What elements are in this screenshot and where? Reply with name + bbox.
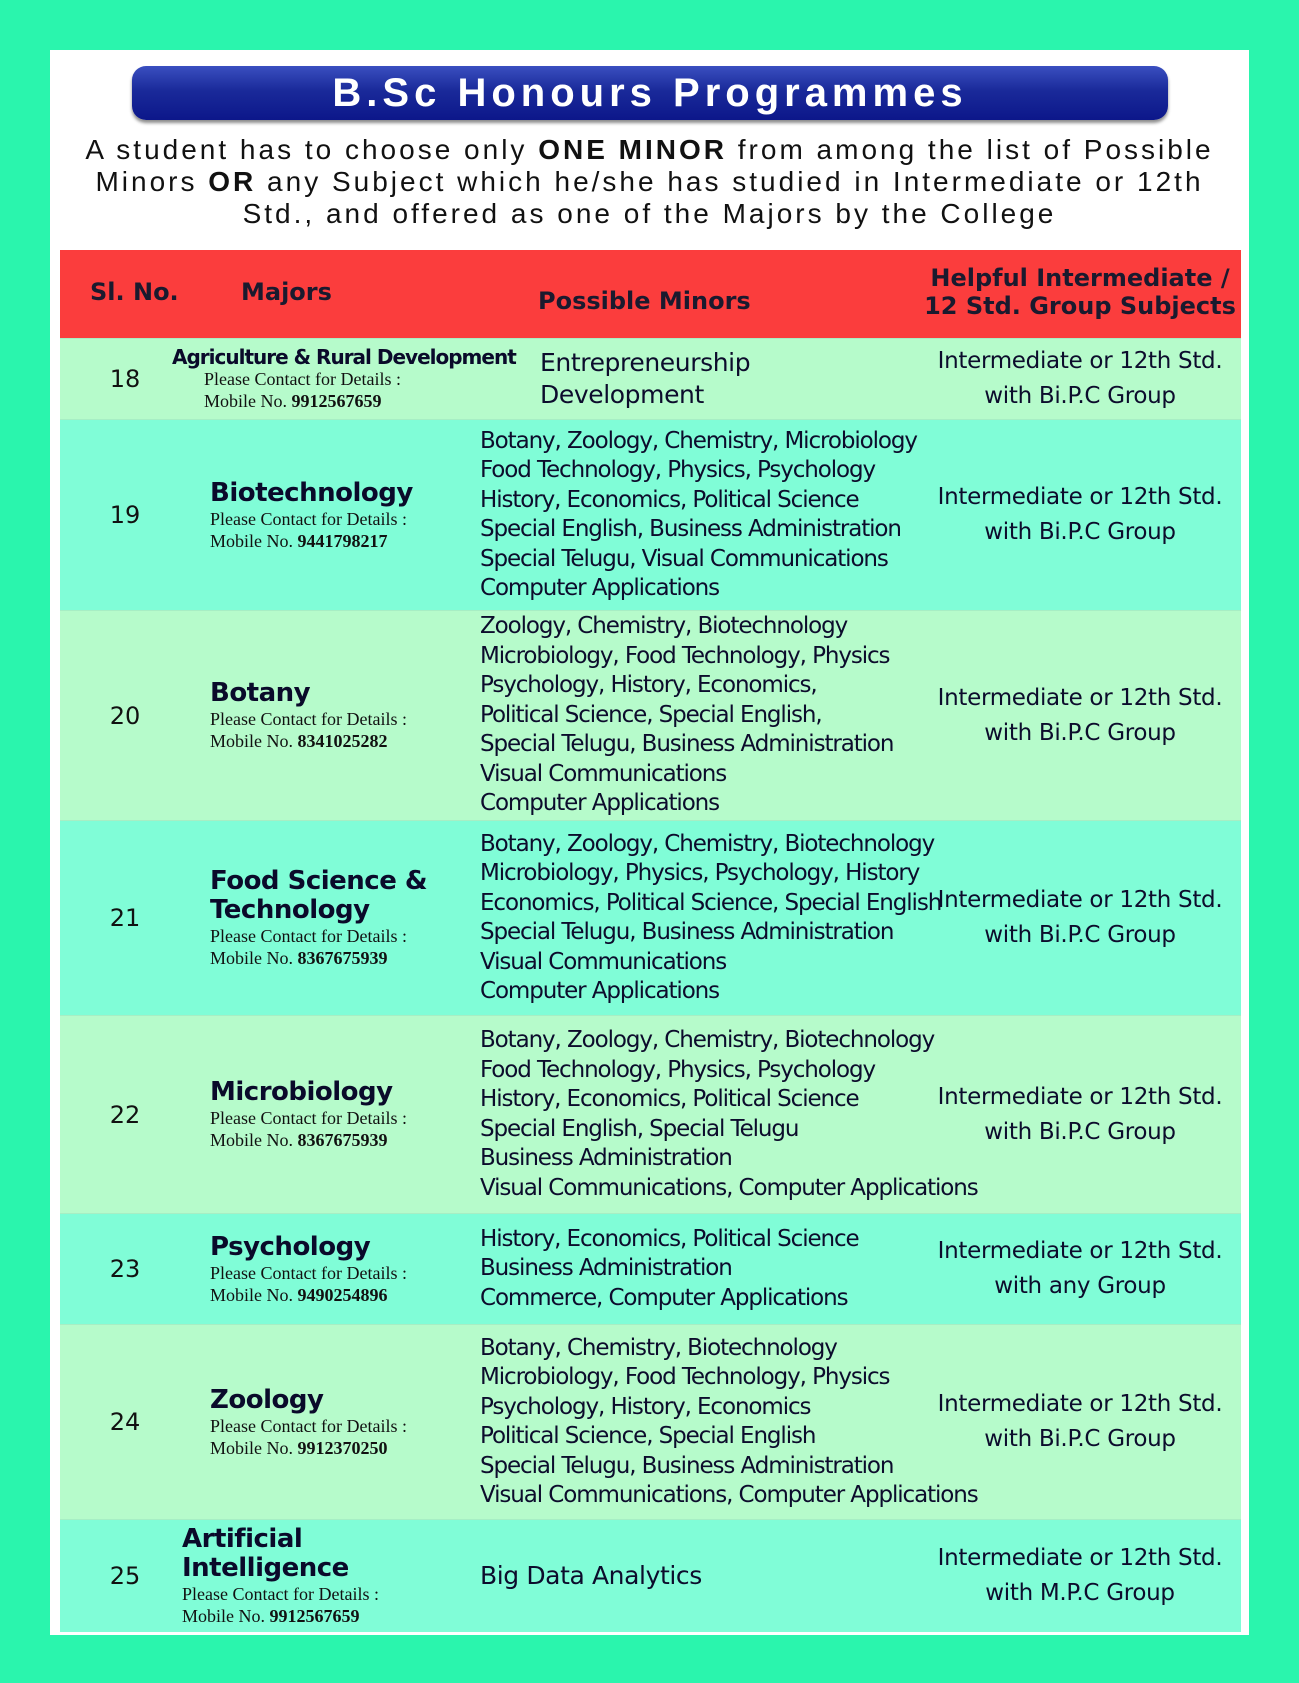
helpful-line: Intermediate or 12th Std. [937, 1238, 1223, 1264]
contact-label: Please Contact for Details : [210, 508, 407, 529]
table-row [60, 820, 1241, 1015]
serial-number: 18 [109, 365, 141, 393]
major-cell [172, 339, 516, 419]
helpful-subjects-cell [920, 1214, 1240, 1324]
serial-number: 19 [109, 501, 141, 529]
table-row [60, 1015, 1241, 1213]
helpful-line: with M.P.C Group [985, 1580, 1175, 1606]
major-name: Zoology [210, 1384, 324, 1415]
table-body [60, 338, 1241, 1632]
major-cell [210, 1214, 407, 1324]
major-name: Agriculture & Rural Development [172, 345, 516, 369]
possible-minors-cell [480, 1214, 930, 1324]
minor-line: Political Science, Special English, [480, 701, 822, 728]
major-name: Artificial Intelligence [182, 1524, 349, 1583]
helpful-line: Intermediate or 12th Std. [937, 1391, 1223, 1417]
minor-line: Special Telugu, Business Administration [480, 1452, 894, 1479]
mobile-number: Mobile No. 8367675939 [210, 1130, 388, 1150]
helpful-subjects-cell [920, 1520, 1240, 1632]
programmes-table [60, 250, 1241, 1632]
major-name: Botany [210, 678, 311, 708]
minor-line: Commerce, Computer Applications [480, 1284, 848, 1311]
mobile-number: Mobile No. 8367675939 [210, 948, 388, 968]
table-row [60, 1324, 1241, 1519]
minor-line: History, Economics, Political Science [480, 1225, 859, 1252]
minor-line: Psychology, History, Economics [480, 1393, 811, 1420]
contact-label: Please Contact for Details : [210, 709, 407, 729]
major-cell [210, 611, 407, 820]
helpful-line: Intermediate or 12th Std. [937, 684, 1223, 711]
minor-line: Special Telugu, Business Administration [480, 919, 894, 945]
table-header [60, 250, 1241, 338]
possible-minors-cell [480, 1016, 978, 1213]
table-row [60, 338, 1241, 419]
major-name: Psychology [210, 1231, 371, 1262]
contact-label: Please Contact for Details : [210, 1415, 407, 1436]
helpful-line: Intermediate or 12th Std. [937, 484, 1223, 510]
contact-label: Please Contact for Details : [210, 1108, 407, 1128]
possible-minors-cell [480, 420, 930, 610]
minor-line: Computer Applications [480, 978, 720, 1004]
serial-number: 23 [109, 1255, 141, 1283]
minor-line: Entrepreneurship [540, 348, 751, 377]
major-cell [210, 420, 413, 610]
minor-line: Development [540, 380, 704, 409]
major-cell [210, 1325, 407, 1519]
contact-label: Please Contact for Details : [210, 1262, 407, 1283]
minor-line: Economics, Political Science, Special English [480, 889, 942, 916]
major-name: Biotechnology [210, 477, 413, 508]
helpful-line: with Bi.P.C Group [984, 383, 1176, 409]
header-majors: Majors [241, 278, 332, 306]
helpful-subjects-cell [920, 821, 1240, 1015]
minor-line: Business Administration [480, 1255, 732, 1282]
contact-label: Please Contact for Details : [210, 926, 407, 946]
helpful-subjects-cell [920, 611, 1240, 820]
helpful-line: with Bi.P.C Group [984, 719, 1176, 746]
table-row [60, 1519, 1241, 1632]
minor-line: Political Science, Special English [480, 1423, 816, 1449]
minor-line: History, Economics, Political Science [480, 486, 859, 513]
helpful-line: Intermediate or 12th Std. [937, 348, 1223, 374]
content-panel [50, 50, 1249, 1635]
contact-label: Please Contact for Details : [182, 1584, 379, 1604]
minor-line: Special Telugu, Visual Communications [480, 545, 888, 572]
helpful-line: with Bi.P.C Group [984, 1426, 1176, 1452]
minor-line: Food Technology, Physics, Psychology [480, 457, 876, 483]
minor-line: Special English, Business Administration [480, 516, 901, 542]
helpful-line: with Bi.P.C Group [984, 519, 1176, 545]
serial-number: 21 [109, 904, 141, 932]
mobile-number: Mobile No. 9912567659 [204, 391, 382, 411]
minor-line: Visual Communications [480, 948, 727, 975]
possible-minors-cell [480, 1325, 978, 1519]
helpful-line: with any Group [994, 1273, 1166, 1299]
minor-line: Visual Communications [480, 760, 727, 787]
minor-line: Botany, Zoology, Chemistry, Biotechnology [480, 830, 935, 857]
major-name: Food Science & Technology [210, 866, 428, 925]
minor-line: Botany, Zoology, Chemistry, Biotechnology [480, 1027, 935, 1053]
minor-line: Zoology, Chemistry, Biotechnology [480, 613, 848, 640]
possible-minors-cell [480, 1520, 930, 1632]
helpful-line: with Bi.P.C Group [984, 922, 1176, 948]
major-name: Microbiology [210, 1077, 393, 1107]
minor-line: Food Technology, Physics, Psychology [480, 1056, 876, 1083]
table-row [60, 1213, 1241, 1324]
major-cell [182, 1520, 402, 1632]
possible-minors-cell [480, 821, 942, 1015]
helpful-subjects-cell [920, 339, 1240, 419]
possible-minors-cell [480, 611, 930, 820]
mobile-number: Mobile No. 9912567659 [182, 1606, 360, 1626]
helpful-subjects-cell [920, 1325, 1240, 1519]
contact-label: Please Contact for Details : [204, 369, 401, 389]
helpful-line: Intermediate or 12th Std. [937, 1083, 1223, 1110]
minor-line: Botany, Zoology, Chemistry, Microbiology [480, 427, 917, 454]
serial-number: 24 [109, 1408, 141, 1436]
minor-line: Big Data Analytics [480, 1561, 702, 1590]
minor-line: Botany, Chemistry, Biotechnology [480, 1334, 837, 1361]
serial-number: 20 [109, 701, 141, 730]
header-helpful-subjects: Helpful Intermediate / 12 Std. Group Subjects [924, 264, 1236, 320]
helpful-subjects-cell [920, 1016, 1240, 1213]
table-row [60, 610, 1241, 820]
helpful-line: with Bi.P.C Group [984, 1118, 1176, 1145]
mobile-number: Mobile No. 9441798217 [210, 530, 388, 551]
minor-line: Microbiology, Physics, Psychology, History [480, 860, 920, 886]
minor-line: Computer Applications [480, 575, 720, 601]
minor-line: History, Economics, Political Science [480, 1086, 859, 1112]
minor-line: Computer Applications [480, 790, 720, 817]
page-title: B.Sc Honours Programmes [132, 66, 1168, 120]
serial-number: 22 [109, 1100, 141, 1129]
minor-line: Business Administration [480, 1145, 732, 1171]
minor-line: Psychology, History, Economics, [480, 672, 817, 699]
minor-line: Microbiology, Food Technology, Physics [480, 642, 890, 669]
header-possible-minors: Possible Minors [538, 287, 751, 315]
intro-text: A student has to choose only ONE MINOR from among the list of Possible Minors OR any Subject which he/she has studied in Intermediate or 12th Std., and offered as one of the Majors by the College [85, 134, 1214, 229]
major-cell [210, 1016, 407, 1213]
major-cell [210, 821, 430, 1015]
minor-line: Visual Communications, Computer Applications [480, 1174, 978, 1201]
minor-line: Special Telugu, Business Administration [480, 731, 894, 758]
serial-number: 25 [109, 1562, 141, 1590]
minor-line: Microbiology, Food Technology, Physics [480, 1364, 890, 1390]
minor-line: Visual Communications, Computer Applications [480, 1482, 978, 1508]
helpful-line: Intermediate or 12th Std. [937, 887, 1223, 913]
header-sl-no: Sl. No. [90, 278, 179, 306]
mobile-number: Mobile No. 8341025282 [210, 731, 388, 751]
mobile-number: Mobile No. 9490254896 [210, 1284, 388, 1305]
helpful-subjects-cell [920, 420, 1240, 610]
helpful-line: Intermediate or 12th Std. [937, 1545, 1223, 1571]
mobile-number: Mobile No. 9912370250 [210, 1437, 388, 1458]
table-row [60, 419, 1241, 610]
minor-line: Special English, Special Telugu [480, 1115, 799, 1142]
